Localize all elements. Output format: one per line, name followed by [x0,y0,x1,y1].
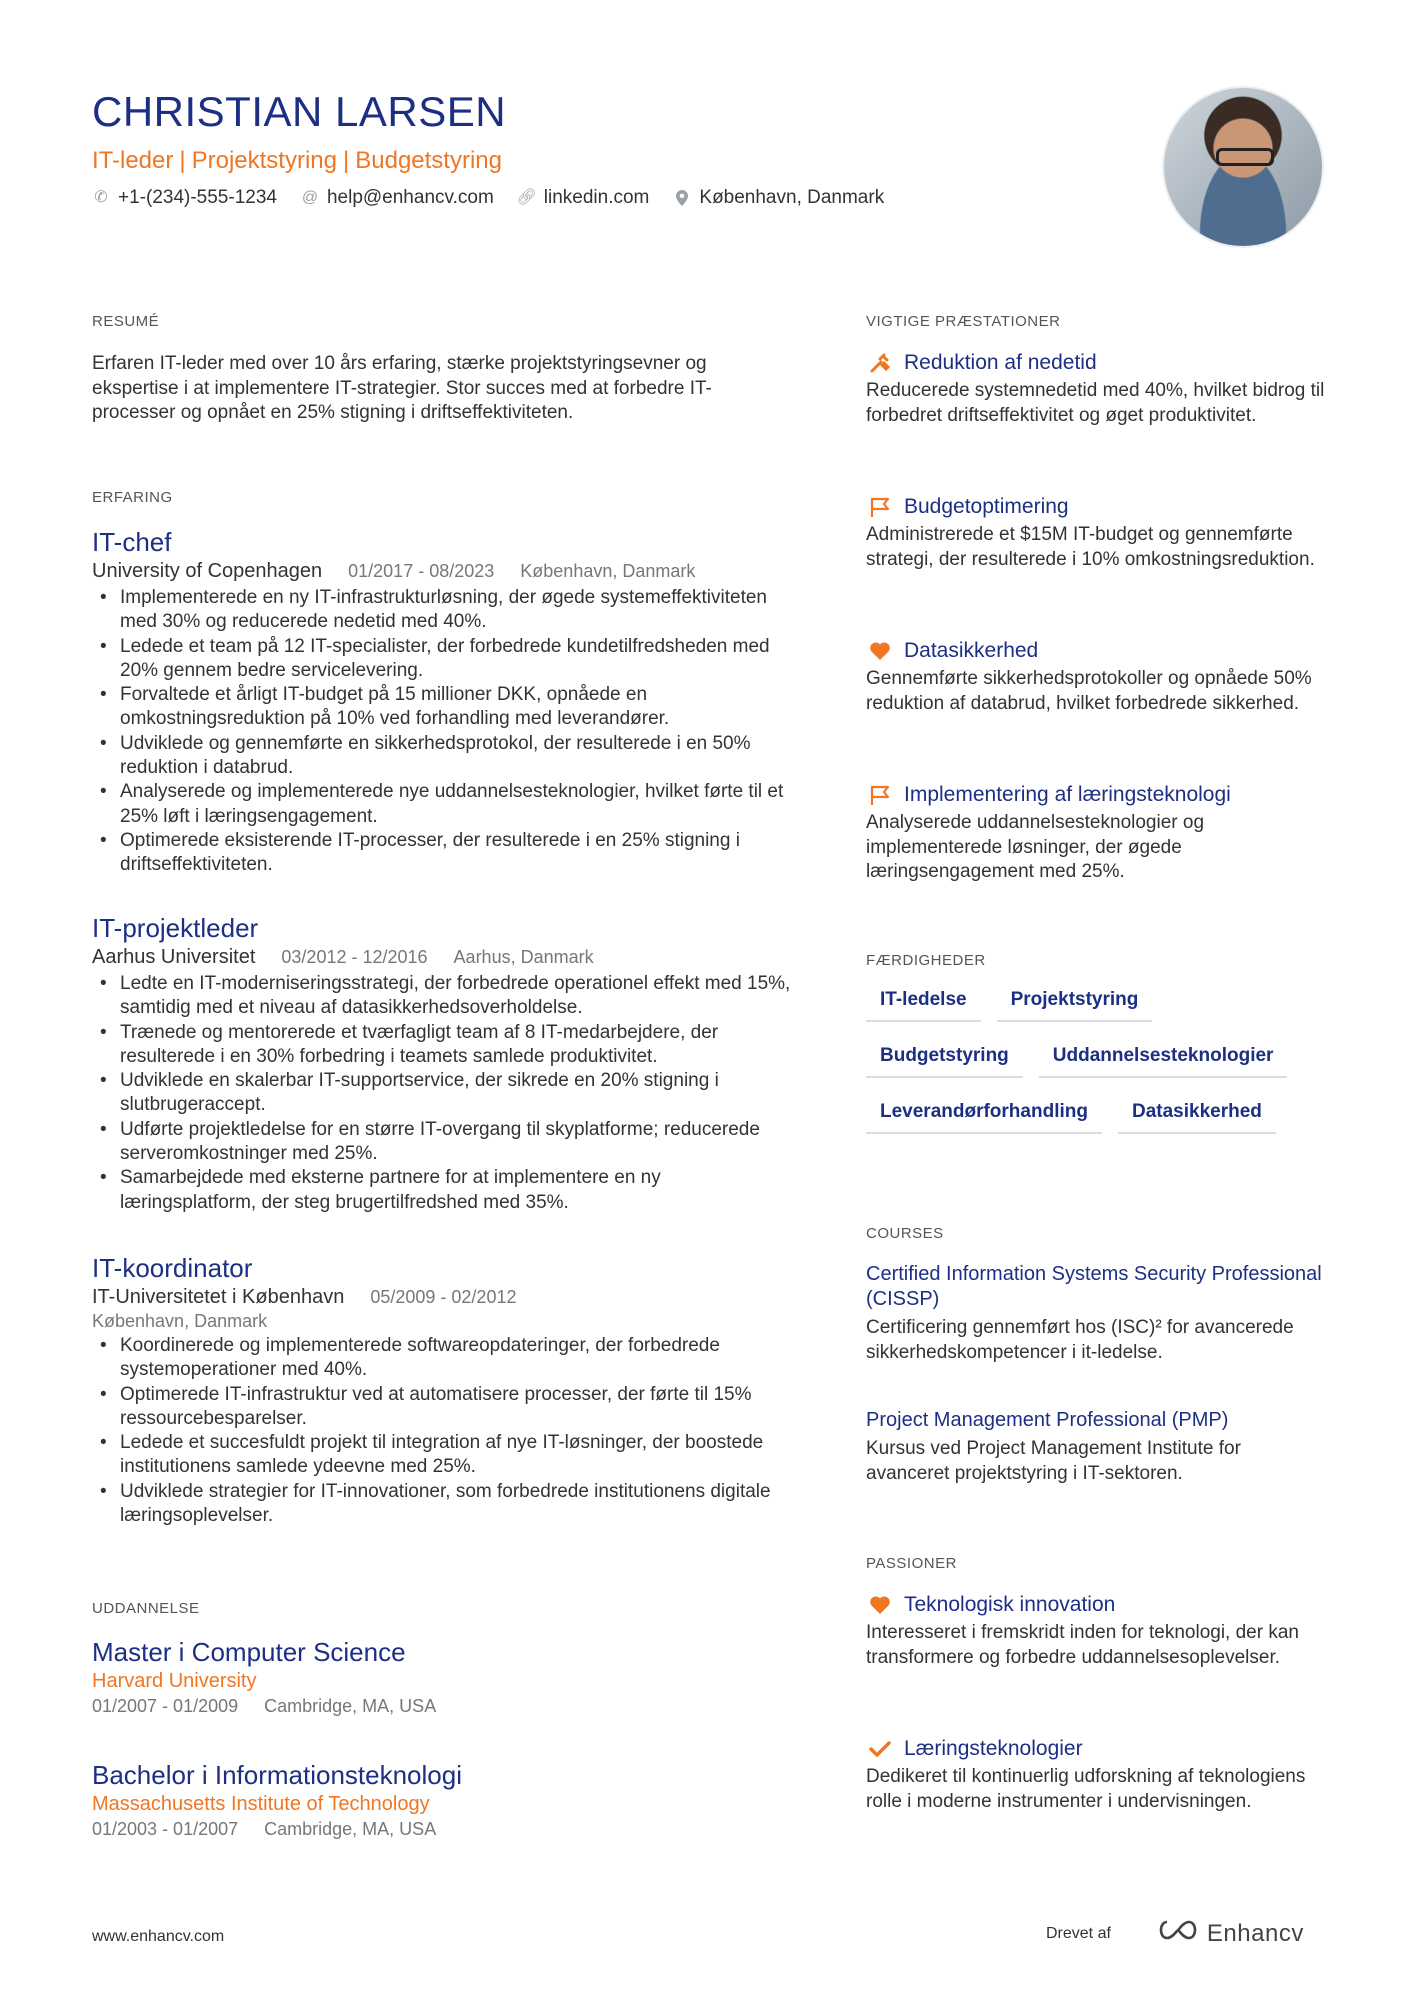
infinity-icon [1155,1918,1201,1949]
resume-header [92,82,1142,212]
skill-tag: IT-ledelse [866,988,981,1022]
job-dates: 01/2017 - 08/2023 [348,561,495,581]
skills-label: FÆRDIGHEDER [866,952,986,969]
job-organization: University of Copenhagen [92,560,323,582]
job-bullet: • Udviklede strategier for IT-innovationer, som forbedrede institutionens digitale læringsoplevelser. [92,1480,792,1529]
summary-text: Erfaren IT-leder med over 10 års erfaring, stærke projektstyringsevner og ekspertise i at implementere IT-strategier. Stor succes med at forbedre IT-processer og opnået en 25% stigning i driftseffektiviteten. [92,353,712,423]
job-bullet: • Optimerede eksisterende IT-processer, der resulterede i en 25% stigning i driftseffektiviteten. [92,829,792,878]
passion-header [866,1735,1326,1763]
course-title: Project Management Professional (PMP) [866,1409,1229,1431]
at-icon: @ [301,189,319,206]
job-bullet: • Trænede og mentorerede et tværfagligt team af 8 IT-medarbejdere, der resulterede i en 30% forbedring i teamets samlede produktivitet. [92,1021,792,1070]
courses-label: COURSES [866,1225,944,1242]
passion-desc: Dedikeret til kontinuerlig udforskning af teknologiens rolle i moderne instrumenter i undervisningen. [866,1766,1306,1812]
job-meta [92,1284,792,1310]
job-bullet: • Udførte projektledelse for en større IT-overgang til skyplatforme; reducerede serveromkostninger med 25%. [92,1118,792,1167]
contact-phone[interactable] [92,184,277,212]
achievement-desc: Gennemførte sikkerhedsprotokoller og opnåede 50% reduktion af databrud, hvilket forbedrede sikkerhed. [866,668,1312,714]
job-organization: Aarhus Universitet [92,946,256,968]
skill-tag: Projektstyring [997,988,1153,1022]
education-degree: Bachelor i Informationsteknologi [92,1760,462,1790]
achievement-desc: Analyserede uddannelsesteknologier og implementerede løsninger, der øgede læringsengagement med 25%. [866,812,1205,882]
summary-label: RESUMÉ [92,313,160,330]
job-dates: 05/2009 - 02/2012 [370,1287,517,1307]
achievement-header [866,637,1326,665]
job-bullet: • Udviklede og gennemførte en sikkerhedsprotokol, der resulterede i en 50% reduktion i databrud. [92,732,792,781]
passion-desc: Interesseret i fremskridt inden for teknologi, der kan transformere og forbedre uddannelsesoplevelser. [866,1622,1299,1668]
passion-item [866,1591,1326,1670]
skill-tag: Leverandørforhandling [866,1100,1102,1134]
skill-row [866,1100,1326,1134]
achievement-item [866,493,1326,572]
footer-url[interactable]: www.enhancv.com [92,1928,225,1945]
course-title: Certified Information Systems Security Professional (CISSP) [866,1263,1322,1310]
job-dates: 03/2012 - 12/2016 [281,947,428,967]
brand-name: Enhancv [1206,1919,1304,1947]
education-entry [92,1759,792,1841]
powered-by-text: Drevet af [1046,1924,1111,1942]
headline-title: IT-leder [92,147,174,174]
education-meta [92,1817,792,1841]
flag-icon [866,496,894,518]
profile-photo [1162,86,1324,248]
achievements-label: VIGTIGE PRÆSTATIONER [866,313,1061,330]
headline [92,144,1142,178]
contact-linkedin[interactable] [518,184,650,212]
skill-tag: Budgetstyring [866,1044,1023,1078]
job-bullet: • Implementerede en ny IT-infrastrukturløsning, der øgede systemeffektiviteten med 30% og reducerede nedetid med 40%. [92,586,792,635]
heart-icon [866,1595,894,1615]
contact-email[interactable] [301,184,494,212]
headline-separator: | [179,147,186,174]
phone-icon: ✆ [94,189,108,206]
job-bullet: • Udviklede en skalerbar IT-supportservice, der sikrede en 20% stigning i slutbrugeraccept. [92,1069,792,1118]
passion-title: Læringsteknologier [904,1737,1083,1760]
job-entry [92,912,792,1215]
link-icon: 🔗︎ [516,189,537,206]
education-location: Cambridge, MA, USA [264,1819,437,1839]
tools-icon [866,352,894,374]
passion-header [866,1591,1326,1619]
phone-text: +1-(234)-555-1234 [118,187,277,208]
achievement-title: Budgetoptimering [904,495,1069,518]
job-entry [92,1252,792,1528]
achievement-item [866,781,1326,885]
job-bullet: • Ledte en IT-moderniseringsstrategi, der forbedrede operationel effekt med 15%, samtidig med et niveau af datasikkerhedsoverholdelse. [92,972,792,1021]
location-text: København, Danmark [699,187,885,208]
education-school: Massachusetts Institute of Technology [92,1793,430,1815]
footer-branding [1046,1918,1304,1949]
contact-location [673,184,884,212]
achievement-title: Reduktion af nedetid [904,351,1097,374]
achievement-header [866,349,1326,377]
achievement-desc: Reducerede systemnedetid med 40%, hvilket bidrog til forbedret driftseffektivitet og øget produktivitet. [866,380,1325,426]
skill-tag: Uddannelsesteknologier [1039,1044,1288,1078]
education-dates: 01/2003 - 01/2007 [92,1819,239,1839]
education-label: UDDANNELSE [92,1600,200,1617]
achievement-title: Implementering af læringsteknologi [904,783,1231,806]
job-bullet: • Samarbejdede med eksterne partnere for at implementere en ny læringsplatform, der steg brugertilfredshed med 35%. [92,1166,792,1215]
course-desc: Certificering gennemført hos (ISC)² for avancerede sikkerhedskompetencer i it-ledelse. [866,1317,1294,1363]
skill-row [866,1044,1326,1078]
job-title: IT-chef [92,527,172,557]
check-icon [866,1740,894,1758]
education-entry [92,1636,792,1718]
job-bullet: • Analyserede og implementerede nye uddannelsesteknologier, hvilket førte til et 25% løft i læringsengagement. [92,780,792,829]
skill-row [866,988,1326,1022]
linkedin-text: linkedin.com [543,187,650,208]
skill-tag: Datasikkerhed [1118,1100,1276,1134]
education-location: Cambridge, MA, USA [264,1696,437,1716]
job-location: København, Danmark [520,561,696,581]
job-bullet: • Ledede et team på 12 IT-specialister, der forbedrede kundetilfredsheden med 20% gennem bedre servicelevering. [92,635,792,684]
job-bullets [92,972,792,1215]
passion-title: Teknologisk innovation [904,1593,1116,1616]
achievement-header [866,781,1326,809]
job-bullets [92,1334,792,1528]
brand-logo[interactable] [1155,1918,1304,1949]
candidate-name: CHRISTIAN LARSEN [92,88,507,135]
job-location: Aarhus, Danmark [453,947,594,967]
achievement-item [866,349,1326,428]
flag-icon [866,784,894,806]
education-degree: Master i Computer Science [92,1637,406,1667]
job-title: IT-koordinator [92,1253,253,1283]
contact-bar [92,184,1142,212]
passions-label: PASSIONER [866,1555,957,1572]
job-title: IT-projektleder [92,913,259,943]
experience-label: ERFARING [92,489,173,506]
course-item [866,1262,1326,1365]
achievement-title: Datasikkerhed [904,639,1039,662]
job-location: København, Danmark [92,1311,268,1331]
education-school: Harvard University [92,1670,257,1692]
achievement-item [866,637,1326,716]
email-text: help@enhancv.com [326,187,494,208]
headline-title: Budgetstyring [355,147,502,174]
job-bullet: • Optimerede IT-infrastruktur ved at automatisere processer, der førte til 15% ressourcebesparelser. [92,1383,792,1432]
achievement-desc: Administrerede et $15M IT-budget og gennemførte strategi, der resulterede i 10% omkostningsreduktion. [866,524,1315,570]
achievement-header [866,493,1326,521]
heart-icon [866,641,894,661]
job-bullets [92,586,792,878]
education-meta [92,1694,792,1718]
job-bullet: • Forvaltede et årligt IT-budget på 15 millioner DKK, opnåede en omkostningsreduktion på 10% ved forhandling med leverandører. [92,683,792,732]
location-pin-icon [673,190,691,206]
job-meta [92,558,792,584]
job-entry [92,526,792,878]
job-bullet: • Koordinerede og implementerede softwareopdateringer, der forbedrede systemoperationer med 40%. [92,1334,792,1383]
photo-glasses [1216,148,1274,166]
job-bullet: • Ledede et succesfuldt projekt til integration af nye IT-løsninger, der boostede institutionens samlede ydeevne med 25%. [92,1431,792,1480]
education-dates: 01/2007 - 01/2009 [92,1696,239,1716]
job-meta [92,944,792,970]
course-desc: Kursus ved Project Management Institute for avanceret projektstyring i IT-sektoren. [866,1438,1241,1484]
headline-separator: | [343,147,350,174]
passion-item [866,1735,1326,1814]
skills-list [866,988,1326,1156]
headline-title: Projektstyring [191,147,337,174]
course-item [866,1408,1326,1486]
job-organization: IT-Universitetet i København [92,1286,345,1308]
